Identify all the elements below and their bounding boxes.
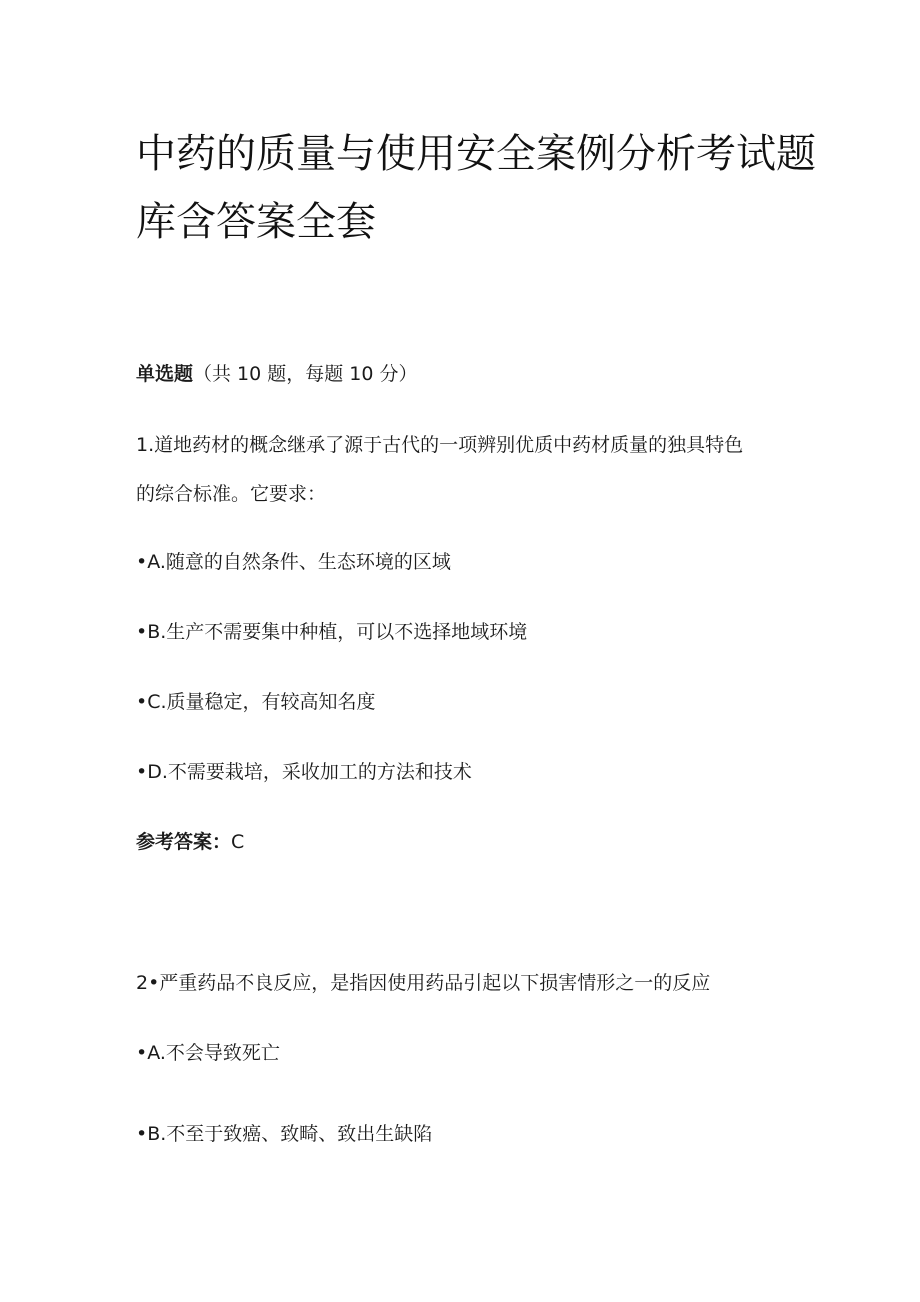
answer-value: C [231, 831, 245, 853]
question-1-option-a: •A.随意的自然条件、生态环境的区域 [136, 551, 451, 573]
section-label: 单选题 [136, 363, 194, 385]
answer-label: 参考答案： [136, 831, 232, 853]
question-1-option-c: •C.质量稳定，有较高知名度 [136, 691, 376, 713]
question-2-stem: 2•严重药品不良反应，是指因使用药品引起以下损害情形之一的反应 [136, 972, 711, 994]
document-title: 中药的质量与使用安全案例分析考试题库含答案全套 [136, 131, 816, 245]
question-2-option-b: •B.不至于致癌、致畸、致出生缺陷 [136, 1123, 433, 1145]
question-1-answer [136, 829, 244, 855]
question-1-option-b: •B.生产不需要集中种植，可以不选择地域环境 [136, 621, 528, 643]
question-2-option-a: •A.不会导致死亡 [136, 1042, 280, 1064]
question-1-option-d: •D.不需要栽培，采收加工的方法和技术 [136, 761, 472, 783]
question-1-stem-line-1: 1.道地药材的概念继承了源于古代的一项辨别优质中药材质量的独具特色 [136, 434, 744, 456]
section-detail: （共 10 题，每题 10 分） [193, 363, 418, 385]
section-heading [136, 361, 418, 387]
question-1-stem-line-2: 的综合标准。它要求： [136, 483, 327, 505]
